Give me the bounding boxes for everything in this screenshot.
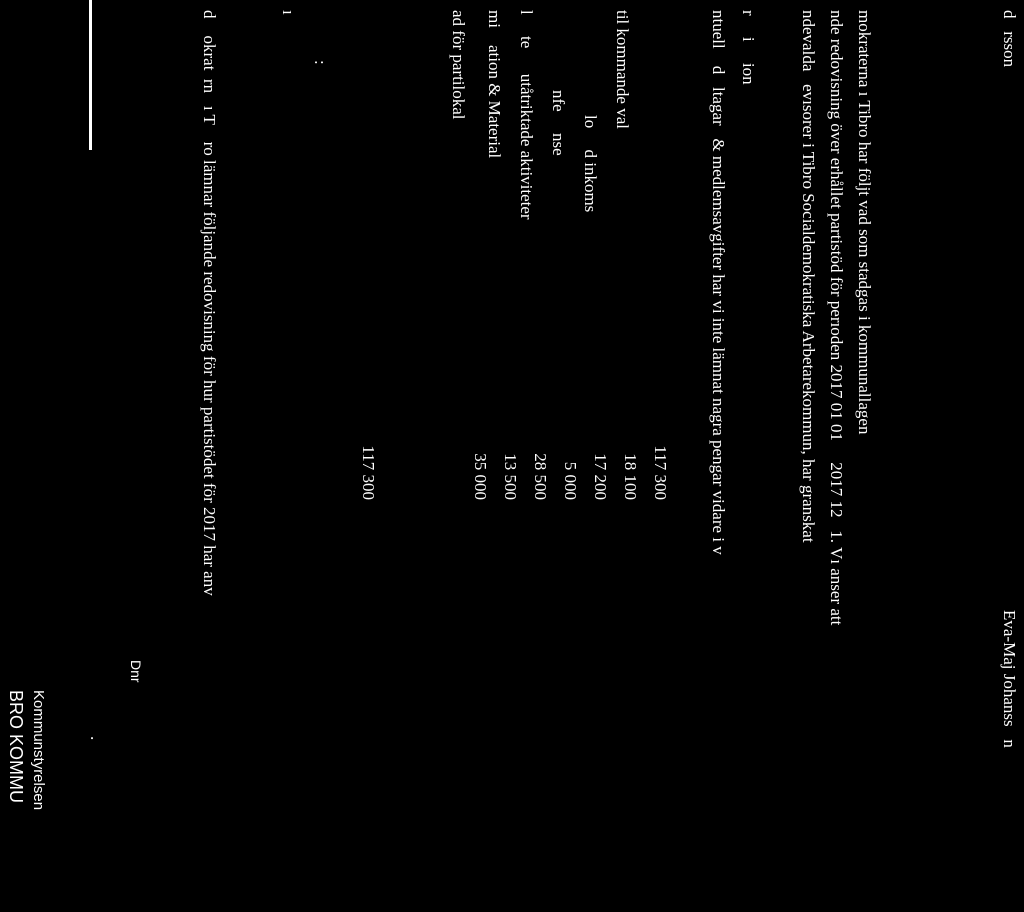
dnr-label: Dnr (128, 660, 144, 683)
row-label: lo d inkoms (581, 115, 600, 213)
org-unit: Kommunstyrelsen (30, 690, 47, 811)
section-colon: : (311, 60, 330, 65)
row-label: ad för partilokal (449, 10, 468, 120)
row-value: 5 000 (561, 461, 580, 500)
header-rule (89, 0, 92, 150)
audit-line-1: ndevalda evısorer i Tibro Socialdemokratiska Arbetarekommun, har granskat (799, 10, 818, 543)
note-line-1: ntuell d ltagar & medlemsavgifter har vi inte lämnat nagra pengar vidare i v (709, 10, 728, 555)
signature-left: d rsson (1000, 10, 1019, 68)
row-label: mi ation & Material (485, 10, 504, 159)
signature-right: Eva-Maj Johanss n (1000, 610, 1019, 748)
row-value: 35 000 (471, 453, 490, 500)
row-label: nfe nse (549, 90, 568, 156)
total-top-value: 117 300 (359, 445, 378, 500)
audit-line-2: nde redovisning över erhållet partistöd för perıoden 2017 01 01 2017 12 1. Vı anser att (827, 10, 846, 626)
header-dot: . (87, 736, 106, 741)
total-top-label: ı (279, 10, 298, 15)
audit-line-3: mokraterna ı Tibro har följt vad som stadgas i kommunallagen (855, 10, 874, 435)
row-value: 28 500 (531, 453, 550, 500)
intro-text: d okrat rn ı T ro lämnar följande redovisning för hur partistödet för 2017 har anv (200, 10, 219, 596)
row-value: 17 200 (591, 453, 610, 500)
note-line-2: r i ion (739, 10, 758, 85)
row-value: 18 100 (621, 453, 640, 500)
org-name: BRO KOMMU (6, 690, 26, 804)
row-value: 13 500 (501, 453, 520, 500)
row-label: til kommande val (613, 10, 632, 129)
row-label: l te utåtriktade aktiviteter (517, 10, 536, 220)
total-bottom-value: 117 300 (651, 445, 670, 500)
